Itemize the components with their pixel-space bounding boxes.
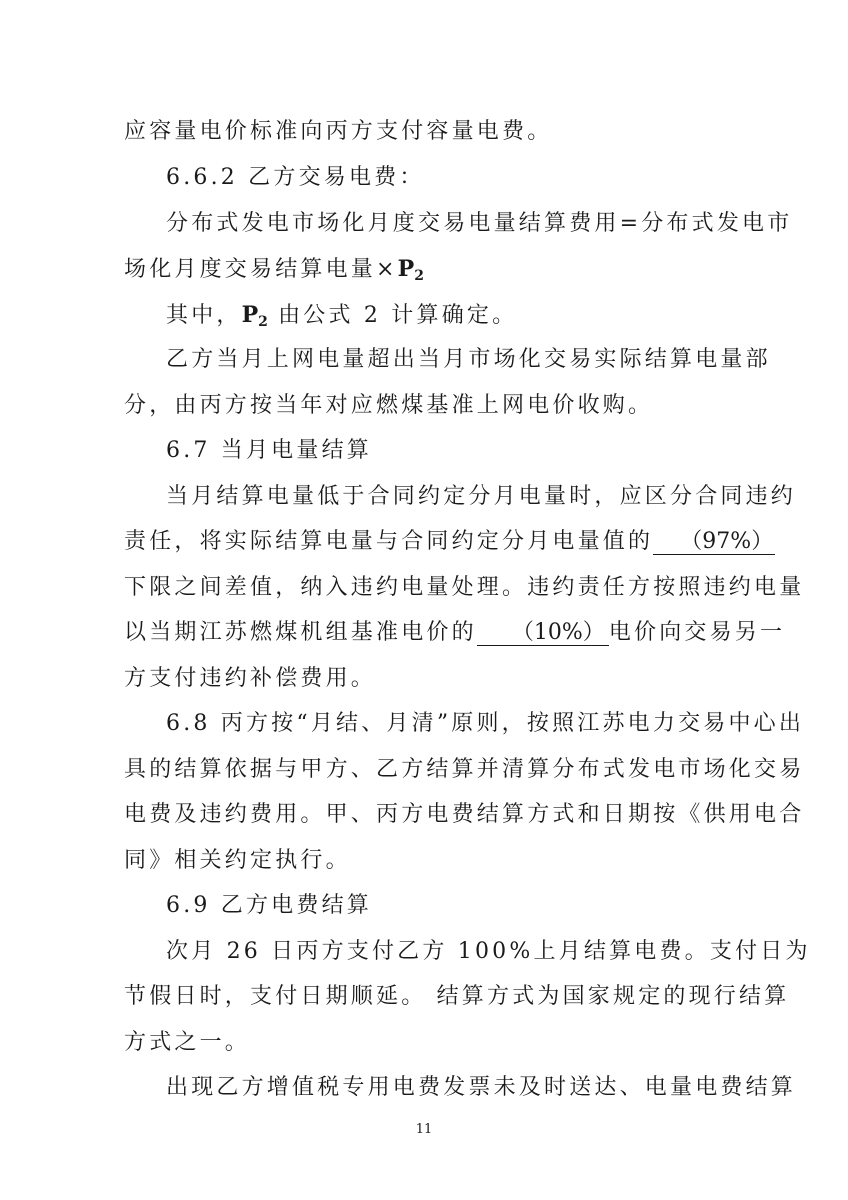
- formula-symbol-p: P: [397, 256, 415, 282]
- section-heading-6-6-2: 6.6.2 乙方交易电费：: [166, 165, 425, 190]
- section-heading-6-7: 6.7 当月电量结算: [166, 438, 372, 463]
- paragraph-line: [166, 302, 517, 335]
- formula-text: 场化月度交易结算电量×: [124, 257, 398, 282]
- section-6-8-line: 6.8 丙方按“月结、月清”原则，按照江苏电力交易中心出: [166, 711, 805, 736]
- paragraph-line: 同》相关约定执行。: [124, 848, 351, 873]
- paragraph-line: 下限之间差值，纳入违约电量处理。违约责任方按照违约电量: [124, 575, 805, 600]
- paragraph-line: 次月 26 日丙方支付乙方 100%上月结算电费。支付日为: [166, 939, 811, 964]
- paragraph-line: [124, 529, 775, 555]
- paragraph-line: 出现乙方增值税专用电费发票未及时送达、电量电费结算: [166, 1075, 797, 1100]
- paragraph-line: [124, 620, 785, 646]
- text-segment: 其中，: [166, 303, 242, 328]
- paragraph-line: 分，由丙方按当年对应燃煤基准上网电价收购。: [124, 393, 654, 418]
- paragraph-line: 分布式发电市场化月度交易电量结算费用=分布式发电市: [166, 211, 793, 236]
- formula-subscript: 2: [414, 268, 424, 284]
- formula-symbol-p: P: [241, 302, 259, 328]
- formula-subscript: 2: [258, 314, 268, 330]
- text-segment: 以当期江苏燃煤机组基准电价的: [124, 620, 477, 645]
- fill-blank-10-percent: （10%）: [477, 621, 609, 646]
- paragraph-line: 方支付违约补偿费用。: [124, 666, 377, 691]
- text-segment: 电价向交易另一: [608, 620, 786, 645]
- paragraph-line: 电费及违约费用。甲、丙方电费结算方式和日期按《供用电合: [124, 802, 805, 827]
- page-number: 11: [415, 1122, 433, 1137]
- paragraph-line: 节假日时，支付日期顺延。 结算方式为国家规定的现行结算: [124, 984, 790, 1009]
- paragraph-line: 乙方当月上网电量超出当月市场化交易实际结算电量部: [166, 347, 771, 372]
- section-heading-6-9: 6.9 乙方电费结算: [166, 893, 372, 918]
- text-segment: 责任，将实际结算电量与合同约定分月电量值的: [124, 529, 654, 554]
- paragraph-line: 具的结算依据与甲方、乙方结算并清算分布式发电市场化交易: [124, 757, 805, 782]
- text-segment: 由公式 2 计算确定。: [278, 303, 518, 328]
- paragraph-line: 方式之一。: [124, 1030, 251, 1055]
- fill-blank-97-percent: （97%）: [653, 530, 775, 555]
- paragraph-line: [124, 256, 424, 289]
- paragraph-line: 当月结算电量低于合同约定分月电量时，应区分合同违约: [166, 484, 797, 509]
- paragraph-line: 应容量电价标准向丙方支付容量电费。: [124, 119, 553, 144]
